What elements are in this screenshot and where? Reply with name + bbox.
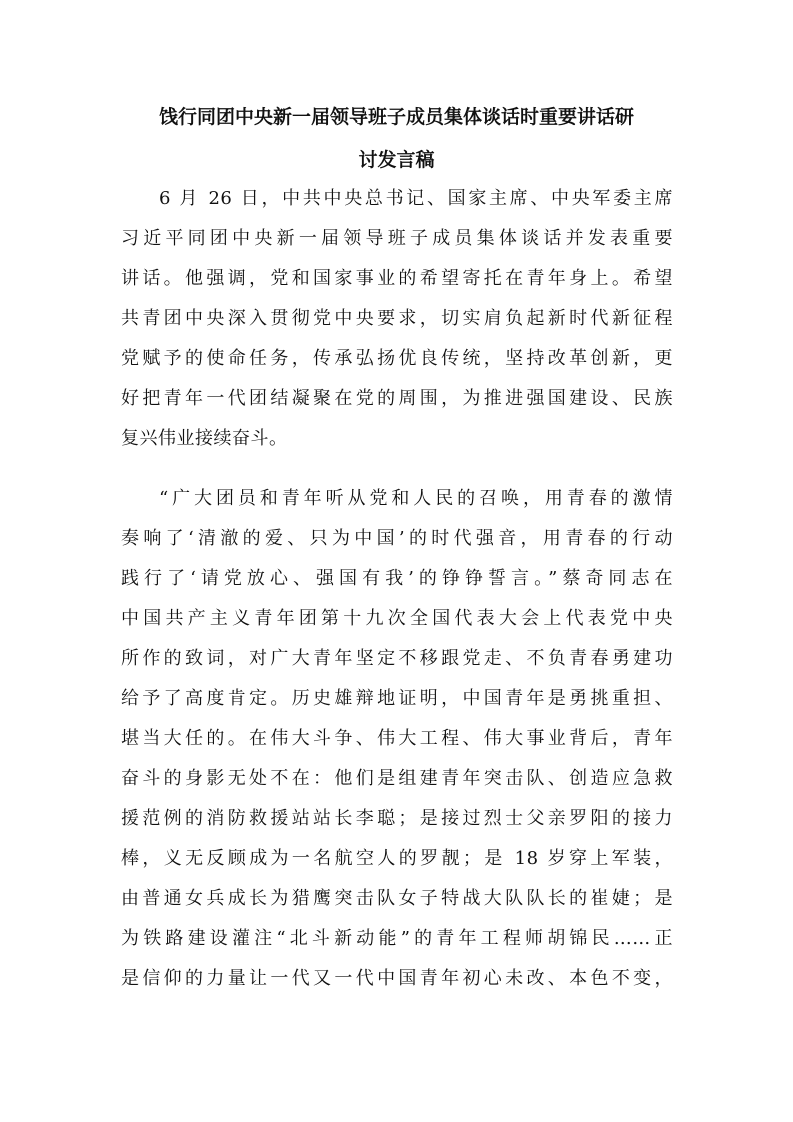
paragraph-line: 棒，义无反顾成为一名航空人的罗靓；是 18 岁穿上军装， — [121, 848, 673, 869]
paragraph-line: 所作的致词，对广大青年坚定不移跟党走、不负青春勇建功 — [121, 648, 673, 669]
paragraph-line: 党赋予的使命任务，传承弘扬优良传统，坚持改革创新，更 — [121, 348, 673, 369]
paragraph-line: 共青团中央深入贯彻党中央要求，切实肩负起新时代新征程 — [121, 308, 673, 329]
paragraph-line: 6 月 26 日，中共中央总书记、国家主席、中央军委主席 — [159, 188, 673, 209]
paragraph-line: “广大团员和青年听从党和人民的召唤，用青春的激情 — [159, 488, 673, 509]
paragraph-line: 践行了‘请党放心、强国有我’的铮铮誓言。”蔡奇同志在 — [121, 568, 673, 589]
title-line-2: 讨发言稿 — [358, 149, 435, 171]
title-line-1: 饯行同团中央新一届领导班子成员集体谈话时重要讲话研 — [158, 106, 634, 128]
paragraph-line: 由普通女兵成长为猎鹰突击队女子特战大队队长的崔婕；是 — [121, 888, 673, 909]
paragraph-line: 好把青年一代团结凝聚在党的周围，为推进强国建设、民族 — [121, 388, 673, 409]
paragraph-line: 习近平同团中央新一届领导班子成员集体谈话并发表重要 — [121, 228, 673, 249]
paragraph-line: 复兴伟业接续奋斗。 — [121, 428, 288, 449]
paragraph-line: 堪当大任的。在伟大斗争、伟大工程、伟大事业背后，青年 — [121, 728, 673, 749]
paragraph-line: 给予了高度肯定。历史雄辩地证明，中国青年是勇挑重担、 — [121, 688, 673, 709]
paragraph-line: 讲话。他强调，党和国家事业的希望寄托在青年身上。希望 — [121, 268, 673, 289]
paragraph-line: 奏响了‘清澈的爱、只为中国’的时代强音，用青春的行动 — [121, 528, 673, 549]
paragraph-line: 为铁路建设灌注“北斗新动能”的青年工程师胡锦民……正 — [121, 928, 673, 949]
paragraph-line: 援范例的消防救援站站长李聪；是接过烈士父亲罗阳的接力 — [121, 808, 673, 829]
paragraph-line: 奋斗的身影无处不在：他们是组建青年突击队、创造应急救 — [121, 768, 673, 789]
paragraph-line: 中国共产主义青年团第十九次全国代表大会上代表党中央 — [121, 608, 673, 629]
paragraph-line: 是信仰的力量让一代又一代中国青年初心未改、本色不变， — [121, 968, 673, 989]
